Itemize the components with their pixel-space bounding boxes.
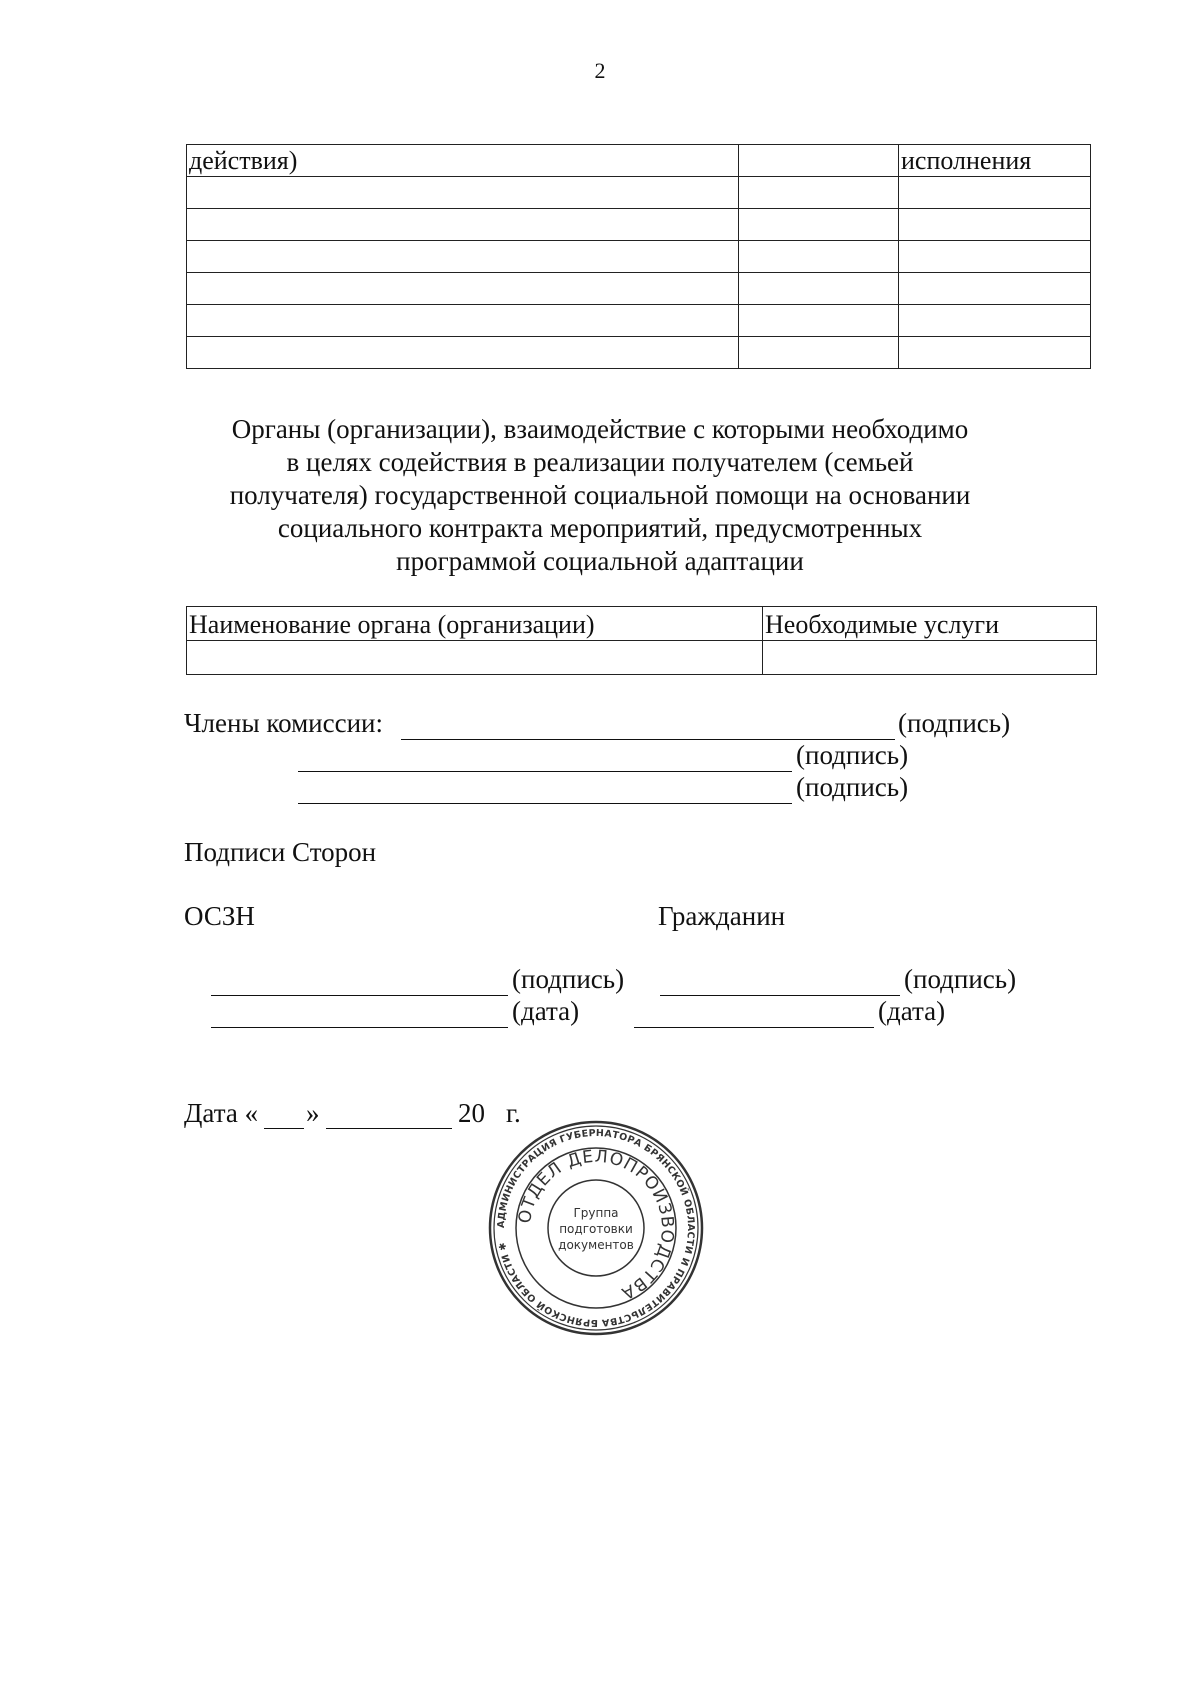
table-header-cell: Наименование органа (организации) xyxy=(187,607,763,641)
heading-line: получателя) государственной социальной помощи на основании xyxy=(229,480,971,510)
table-cell: действия) xyxy=(187,145,739,177)
table-cell xyxy=(187,337,739,369)
parties-title: Подписи Сторон xyxy=(184,837,377,867)
ozsn-date-label: (дата) xyxy=(512,996,580,1026)
commission-signature-label: (подпись) xyxy=(898,708,1011,738)
table-row xyxy=(187,305,1091,337)
citizen-signature-line xyxy=(660,995,900,996)
table-row xyxy=(187,209,1091,241)
table-cell xyxy=(187,641,763,675)
organs-table xyxy=(186,606,1097,675)
table-cell xyxy=(739,209,899,241)
citizen-label: Гражданин xyxy=(658,901,786,931)
table-cell xyxy=(899,305,1091,337)
table-cell xyxy=(899,177,1091,209)
citizen-signature-label: (подпись) xyxy=(904,964,1017,994)
table-cell xyxy=(187,209,739,241)
seal-middle-text: ОТДЕЛ ДЕЛОПРОИЗВОДСТВА xyxy=(514,1146,678,1304)
table-cell xyxy=(899,273,1091,305)
page-number: 2 xyxy=(594,58,606,83)
table-cell xyxy=(187,177,739,209)
table-row xyxy=(187,273,1091,305)
table-cell xyxy=(899,241,1091,273)
action-table xyxy=(186,144,1091,369)
seal-outer-text: АДМИНИСТРАЦИЯ ГУБЕРНАТОРА БРЯНСКОЙ ОБЛАСТИ И ПРАВИТЕЛЬСТВА БРЯНСКОЙ ОБЛАСТИ ✱ xyxy=(495,1127,697,1329)
citizen-date-line xyxy=(634,1027,874,1028)
table-cell xyxy=(739,145,899,177)
table-cell xyxy=(899,209,1091,241)
table-cell xyxy=(763,641,1097,675)
table-cell xyxy=(739,273,899,305)
table-cell xyxy=(739,241,899,273)
citizen-date-label: (дата) xyxy=(878,996,946,1026)
table-header-row xyxy=(187,607,1097,641)
commission-signature-label: (подпись) xyxy=(796,772,909,802)
heading-line: программой социальной адаптации xyxy=(396,546,804,576)
commission-label: Члены комиссии: xyxy=(184,708,383,738)
table-header-cell: Необходимые услуги xyxy=(763,607,1097,641)
commission-signature-line xyxy=(298,771,792,772)
seal-center-line: документов xyxy=(558,1238,634,1252)
date-prefix: Дата « xyxy=(184,1098,259,1128)
table-cell xyxy=(187,305,739,337)
ozsn-label: ОСЗН xyxy=(184,901,255,931)
heading-line: в целях содействия в реализации получателем (семьей xyxy=(286,447,914,477)
table-header-row xyxy=(187,145,1091,177)
heading-line: социального контракта мероприятий, предусмотренных xyxy=(277,513,923,543)
table-row xyxy=(187,641,1097,675)
date-suffix: г. xyxy=(506,1098,521,1128)
ozsn-date-line xyxy=(211,1027,508,1028)
ozsn-signature-line xyxy=(211,995,508,996)
table-cell xyxy=(739,337,899,369)
date-day-line xyxy=(264,1128,304,1129)
commission-signature-line xyxy=(298,803,792,804)
table-cell xyxy=(899,337,1091,369)
table-cell xyxy=(187,241,739,273)
table-row xyxy=(187,337,1091,369)
ozsn-signature-label: (подпись) xyxy=(512,964,625,994)
heading-line: Органы (организации), взаимодействие с которыми необходимо xyxy=(231,414,969,444)
table-cell: исполнения xyxy=(899,145,1091,177)
date-year: 20 xyxy=(458,1098,485,1128)
table-row xyxy=(187,177,1091,209)
seal-stamp xyxy=(488,1120,704,1336)
table-cell xyxy=(739,305,899,337)
seal-center-line: Группа xyxy=(573,1206,619,1220)
date-middle: » xyxy=(306,1098,320,1128)
date-month-line xyxy=(326,1128,452,1129)
seal-center-line: подготовки xyxy=(559,1222,633,1236)
organs-heading xyxy=(180,413,1020,578)
table-row xyxy=(187,241,1091,273)
commission-signature-label: (подпись) xyxy=(796,740,909,770)
table-cell xyxy=(739,177,899,209)
table-cell xyxy=(187,273,739,305)
